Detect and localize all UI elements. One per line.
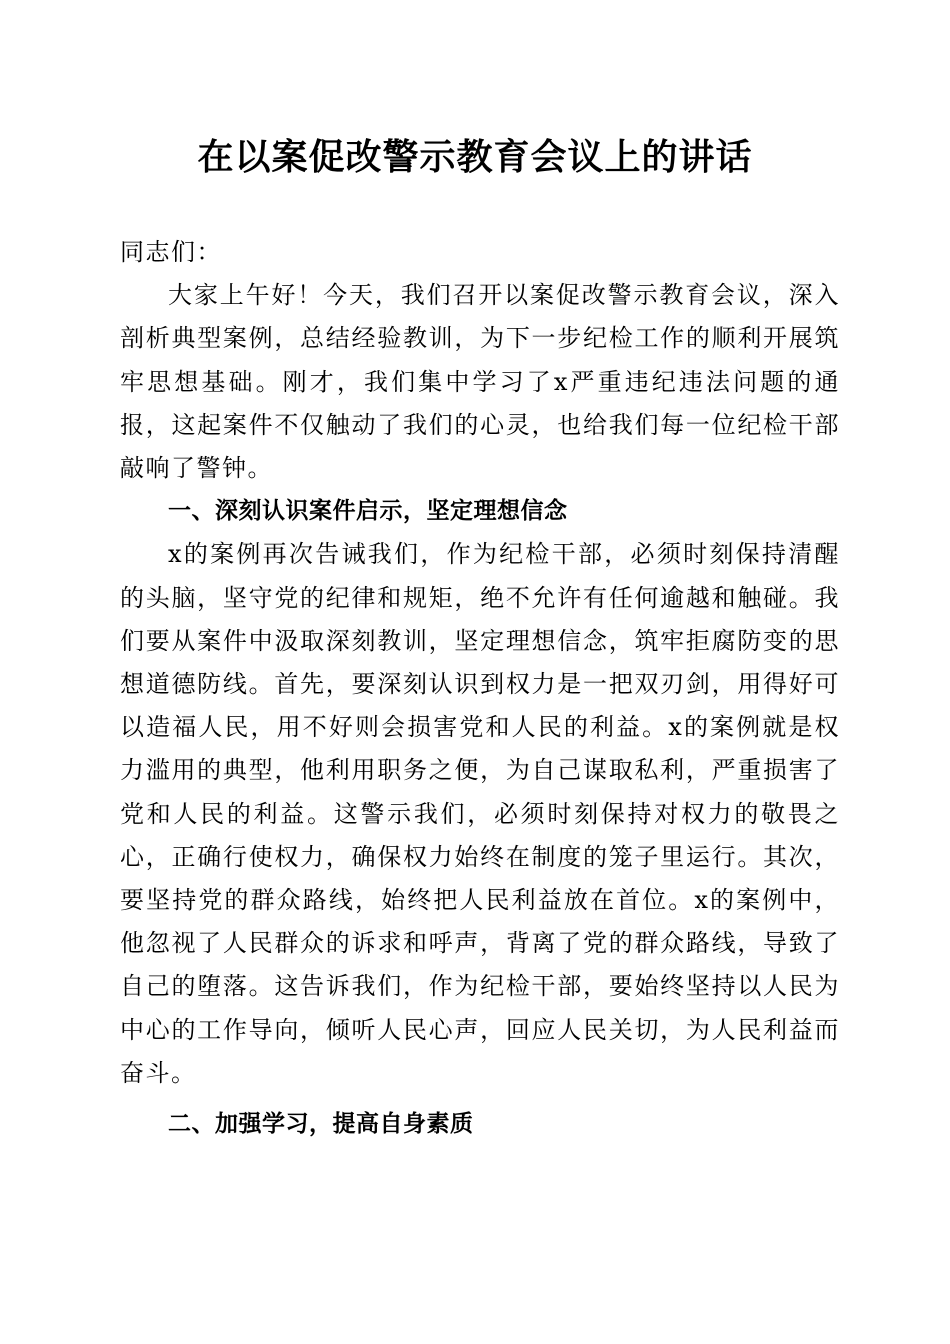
document-title: 在以案促改警示教育会议上的讲话	[197, 136, 753, 178]
section-heading-1: 一、深刻认识案件启示，坚定理想信念	[168, 498, 568, 525]
intro-paragraph: 大家上午好！今天，我们召开以案促改警示教育会议，深入剖析典型案例，总结经验教训，为下一步纪检工作的顺利开展筑牢思想基础。刚才，我们集中学习了x严重违纪违法问题的通报，这起案件不仅触动了我们的心灵，也给我们每一位纪检干部敲响了警钟。	[120, 281, 840, 483]
document-body	[120, 231, 840, 1146]
section-1-paragraph: x的案例再次告诫我们，作为纪检干部，必须时刻保持清醒的头脑，坚守党的纪律和规矩，绝不允许有任何逾越和触碰。我们要从案件中汲取深刻教训，坚定理想信念，筑牢拒腐防变的思想道德防线。首先，要深刻认识到权力是一把双刃剑，用得好可以造福人民，用不好则会损害党和人民的利益。x的案例就是权力滥用的典型，他利用职务之便，为自己谋取私利，严重损害了党和人民的利益。这警示我们，必须时刻保持对权力的敬畏之心，正确行使权力，确保权力始终在制度的笼子里运行。其次，要坚持党的群众路线，始终把人民利益放在首位。x的案例中，他忽视了人民群众的诉求和呼声，背离了党的群众路线，导致了自己的堕落。这告诉我们，作为纪检干部，要始终坚持以人民为中心的工作导向，倾听人民心声，回应人民关切，为人民利益而奋斗。	[120, 540, 840, 1087]
section-heading-2: 二、加强学习，提高自身素质	[168, 1111, 474, 1138]
salutation: 同志们：	[120, 238, 222, 266]
